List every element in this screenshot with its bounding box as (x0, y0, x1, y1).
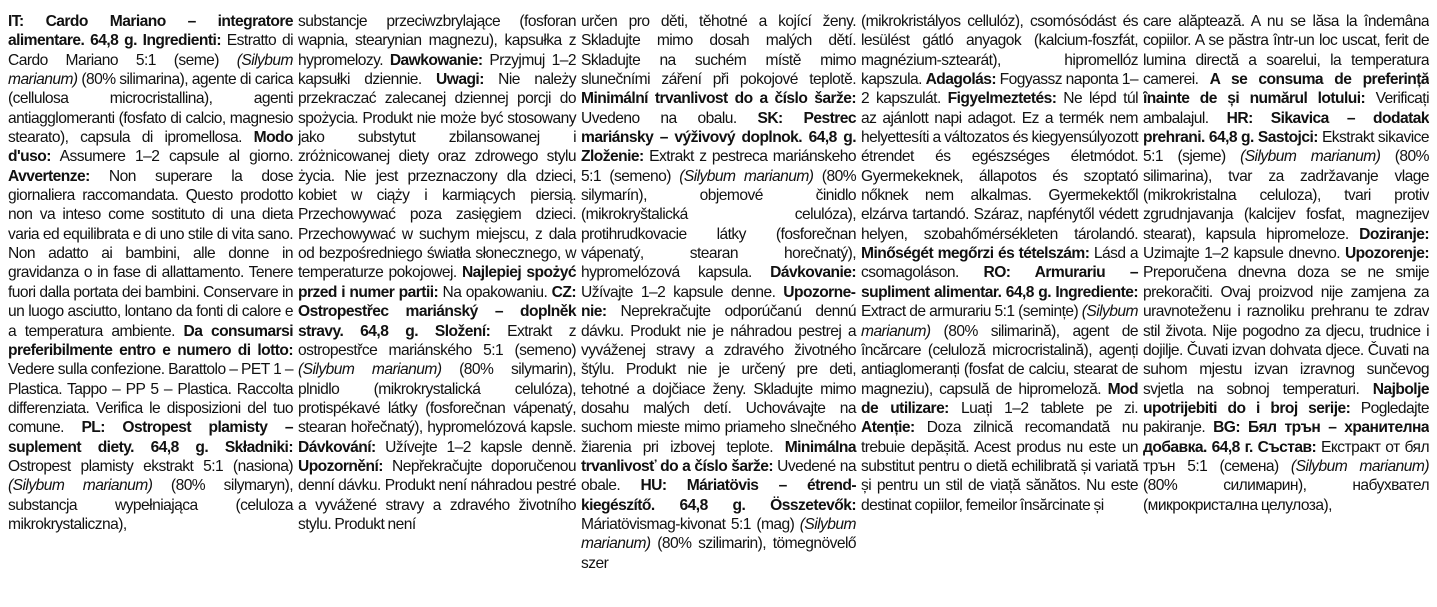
body-text: Ne lépd túl az ajánlott napi adagot. Ez a termék nem helyettesíti a változatos és kiegyensúlyozott étrendet és egészséges életmódot. Gyermekeknek, állapotos és szoptató nőknek nem alkalmas. Gyermekektől elzárva tartandó. Száraz, napfénytől védett helyen, szobahőmérsékleten tárolandó. (861, 90, 1138, 243)
section-heading-text: Dávkování: (298, 438, 376, 456)
section-heading-text: Upozorenje: (1344, 245, 1429, 263)
body-text: Екстракт от бял трън 5:1 (семена) (1143, 438, 1429, 475)
body-text: Neprekračujte odporúčanú dennú dávku. Produkt nie je náhradou pestrej a vyváženej stravy a zdravého životného štýlu. Produkt nie je určený pre deti, tehotné a dojčiace ženy. Skladujte mimo dosahu malých detí. Uchovávajte na suchom mieste mimo priameho slnečného žiarenia pri izbovej teplote. (581, 303, 856, 456)
section-heading-text: RO: Armurariu – supliment alimentar. 64,8 g. Ingrediente: (861, 264, 1138, 301)
body-text: Preporučena dnevna doza se ne smije prekoračiti. Ovaj proizvod nije zamjena za uravnoteženu i raznoliku prehranu te zdrav stil života. Nije pogodno za djecu, trudnice i dojilje. Čuvati izvan dohvata djece. Čuvati na suhom mjestu izvan izravnog sunčevog svjetla na sobnoj temperaturi. (1143, 264, 1429, 398)
body-text: Assumere 1–2 capsule al giorno. (50, 148, 293, 166)
section-heading-text: HU: Máriatövis – étrend-kiegészítő. 64,8 g. Összetevők: (581, 477, 856, 514)
body-text: Užívajte 1–2 kapsule denne. (581, 283, 784, 301)
body-text: (80% силимарин), набухвател (микрокристална целулоза), (1143, 477, 1429, 514)
body-text: (80% silimarina), agente di carica (cellulosa microcristallina), agenti antiagglomeranti (fosfato di calcio, magnesio stearato), capsula di ipromellosa. (8, 71, 293, 147)
body-text: (80% silymarin), plnidlo (mikrokrystalická celulóza), protispékavé látky (fosforečnan vápenatý, stearan hořečnatý), hypromelózová kapsle. (298, 361, 576, 437)
latin-name-text: (Silybum marianum) (581, 515, 856, 553)
section-heading-text: Minimálna trvanlivosť do a číslo šarže: (581, 438, 856, 475)
section-heading-text: Dávkovanie: (770, 264, 856, 282)
latin-name-text: (Silybum marianum) (679, 167, 814, 185)
section-heading-text: Mod de utilizare: (861, 380, 1138, 417)
section-heading-text: Da consumarsi preferibilmente entro e numero di lotto: (8, 322, 293, 359)
section-heading-text: A se consuma de preferință înainte de și numărul lotului: (1143, 71, 1429, 108)
body-text: Lásd a csomagoláson. (861, 245, 1139, 282)
body-text: Užívejte 1–2 kapsle denně. (375, 438, 576, 456)
latin-name-text: (Silybum marianum) (1240, 148, 1381, 166)
text-column-2 (298, 12, 581, 607)
text-column-4 (861, 12, 1143, 607)
latin-name-text: (Silybum marianum) (8, 477, 153, 495)
section-heading-text: Minőségét megőrzi és tételszám: (861, 245, 1090, 263)
text-column-3 (581, 12, 861, 607)
section-heading-text: Najbolje upotrijebiti do i broj serije: (1143, 380, 1429, 417)
section-heading-text: Adagolás: (925, 71, 996, 89)
body-text: Non superare la dose giornaliera raccomandata. Questo prodotto non va inteso come sostituto di una dieta varia ed equilibrata e di uno stile di vita sano. Non adatto ai bambini, alle donne in gravidanza o in fase di allattamento. Tenere fuori dalla portata dei bambini. Conservare in un luogo asciutto, lontano da fonti di calore e a temperatura ambiente. (8, 167, 293, 340)
body-text: (80% szilimarin), tömegnövelő szer (581, 535, 856, 572)
section-heading-text: PL: Ostropest plamisty – suplement diety. 64,8 g. Składniki: (8, 419, 293, 456)
section-heading-text: Figyelmeztetés: (947, 90, 1057, 108)
section-heading-text: Atenție: (861, 419, 915, 437)
latin-name-text: (Silybum marianum) (1290, 457, 1429, 475)
body-text: (mikrokristályos cellulóz), csomósódást és lesülést gátló anyagok (kalcium-foszfát, magnézium-sztearát), hipromellóz kapszula. (861, 13, 1138, 89)
section-heading-text: SK: Pestrec mariánsky – výživový doplnok. 64,8 g. Zloženie: (581, 109, 856, 166)
body-text: Luați 1–2 tablete pe zi. (948, 399, 1138, 417)
latin-name-text: (Silybum marianum) (8, 51, 293, 89)
text-column-1 (8, 12, 298, 607)
section-heading-text: Dawkowanie: (389, 51, 483, 69)
body-text: Na opakowaniu. (438, 283, 552, 301)
body-text: Máriatövismag-kivonat 5:1 (mag) (581, 515, 800, 533)
body-text: (80% silimarina), tvar za zadržavanje vlage (mikrokristalna celuloza), tvari protiv zgrudnjavanja (kalcijev fosfat, magnezijev stearat), kapsula hipromeloze. (1143, 148, 1429, 243)
section-heading-text: Uwagi: (436, 71, 484, 89)
body-text: Ekstrakt sikavice 5:1 (sjeme) (1143, 129, 1429, 166)
body-text: Przyjmuj 1–2 kapsułki dziennie. (298, 51, 577, 89)
body-text: Nepřekračujte doporučenou denní dávku. Produkt není náhradou pestré a vyvážené stravy a zdravého životního stylu. Produkt není (298, 457, 576, 533)
section-heading-text: CZ: Ostropestřec mariánský – doplněk stravy. 64,8 g. Složení: (298, 283, 576, 340)
body-text: Ostropest plamisty ekstrakt 5:1 (nasiona) (8, 457, 293, 475)
section-heading-text: Upozornenie: (581, 283, 856, 321)
body-text: Estratto di Cardo Mariano 5:1 (seme) (8, 32, 294, 69)
body-text: určen pro děti, těhotné a kojící ženy. Skladujte mimo dosah malých dětí. Skladujte na suchém místě mimo slunečními záření při pokojové teplotě. (581, 13, 856, 89)
body-text: Extrakt z ostropestřce mariánského 5:1 (semeno) (298, 322, 576, 359)
body-text: care alăptează. A nu se lăsa la îndemâna copiilor. A se păstra într-un loc uscat, ferit de lumina directă a soarelui, la temperatura camerei. (1143, 13, 1429, 89)
body-text: Extrakt z pestreca mariánskeho 5:1 (semeno) (581, 148, 856, 185)
body-text: Vedere sulla confezione. Barattolo – PET 1 – Plastica. Tappo – PP 5 – Plastica. Raccolta differenziata. Verifica le disposizioni del tuo comune. (8, 361, 293, 437)
body-text: Uzimajte 1–2 kapsule dnevno. (1143, 245, 1345, 263)
body-text: Extract de armurariu 5:1 (semințe) (861, 303, 1082, 321)
body-text: Doza zilnică recomandată nu trebuie depășită. Acest produs nu este un substitut pentru o dietă echilibrată și variată și pentru un stil de viață sănătos. Nu este destinat copiilor, femeilor însărcinate și (861, 419, 1138, 514)
body-text: Fogyassz naponta 1–2 kapszulát. (861, 71, 1138, 108)
body-text: Verificați ambalajul. (1143, 90, 1429, 127)
body-text: substancje przeciwzbrylające (fosforan wapnia, stearynian magnezu), kapsułka z hypromelozy. (298, 13, 576, 69)
section-heading-text: IT: Cardo Mariano – integratore alimentare. 64,8 g. Ingredienti: (8, 13, 293, 50)
section-heading-text: BG: Бял трън – хранителна добавка. 64,8 г. Състав: (1143, 419, 1429, 456)
text-column-5 (1143, 12, 1429, 607)
body-text: (80% silimarină), agent de încărcare (celuloză microcristalină), agenți antiaglomeranți (fosfat de calciu, stearat de magneziu), capsulă de hipromeloză. (861, 322, 1138, 398)
body-text: (80% silymaryn), substancja wypełniająca (celuloza mikrokrystaliczna), (8, 477, 293, 533)
section-heading-text: Avvertenze: (8, 167, 90, 185)
section-heading-text: Doziranje: (1359, 225, 1429, 243)
section-heading-text: Najlepiej spożyć przed i numer partii: (298, 264, 576, 301)
section-heading-text: Minimální trvanlivost do a číslo šarže: (581, 90, 856, 108)
section-heading-text: HR: Sikavica – dodatak prehrani. 64,8 g. Sastojci: (1143, 109, 1429, 147)
latin-name-text: (Silybum marianum) (861, 303, 1138, 340)
body-text: Nie należy przekraczać zalecanej dziennej porcji do spożycia. Produkt nie może być stosowany jako substytut zbilansowanej i zróżnicowanej diety oraz zdrowego stylu życia. Nie jest przeznaczony dla dzieci, kobiet w ciąży i karmiących piersią. Przechowywać poza zasięgiem dzieci. Przechowywać w suchym miejscu, z dala od bezpośredniego światła słonecznego, w temperaturze pokojowej. (298, 71, 576, 282)
body-text: (80% silymarín), objemové činidlo (mikrokryštalická celulóza), protihrudkovacie látky (fosforečnan vápenatý, stearan horečnatý), hypromelózová kapsula. (581, 167, 857, 282)
section-heading-text: Upozornění: (298, 457, 383, 475)
body-text: Pogledajte pakiranje. (1143, 399, 1429, 437)
body-text: Uvedeno na obalu. (581, 109, 758, 127)
latin-name-text: (Silybum marianum) (298, 361, 442, 379)
section-heading-text: Modo d'uso: (8, 129, 293, 166)
body-text: Uvedené na obale. (581, 457, 856, 495)
